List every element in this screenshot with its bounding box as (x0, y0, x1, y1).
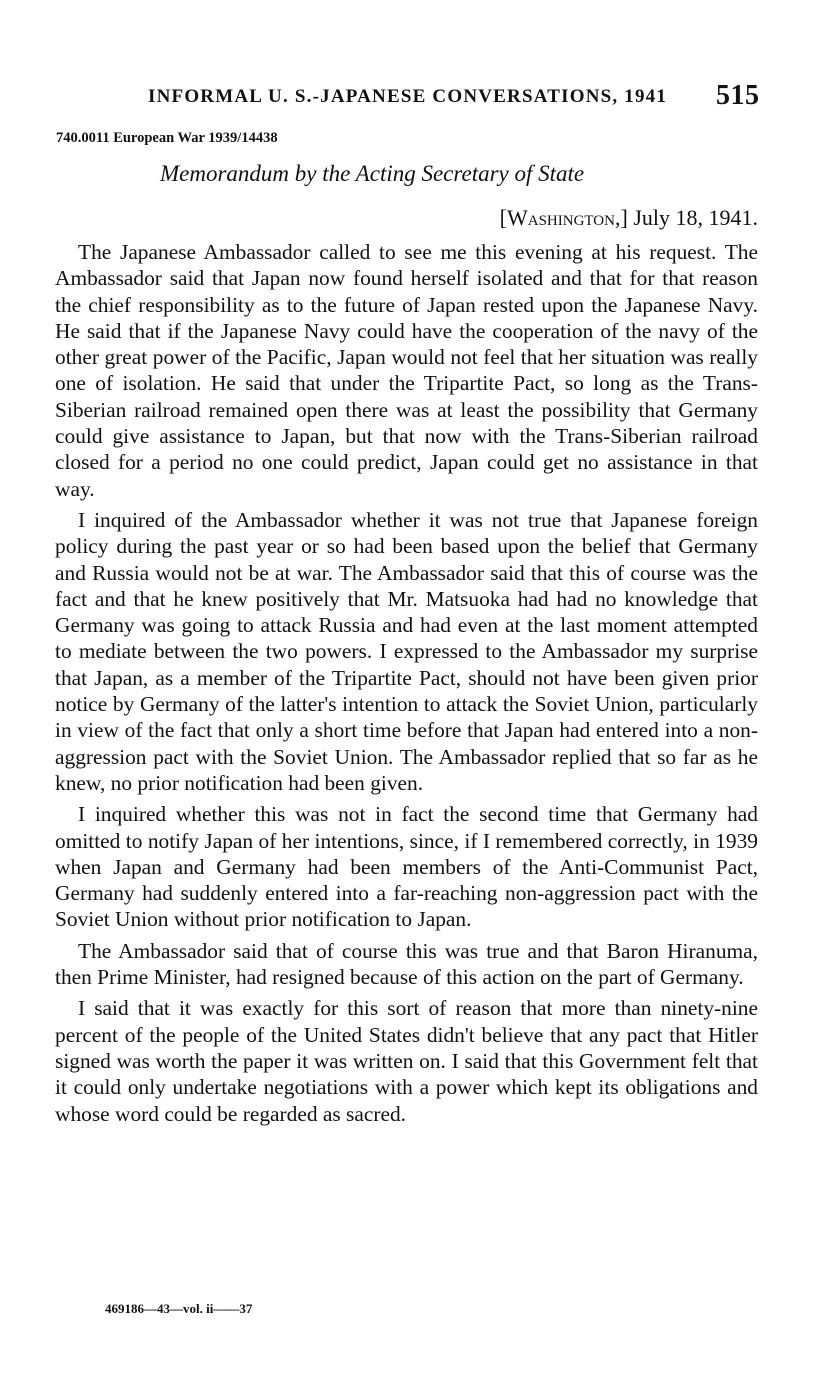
dateline-place: [Washington,] (499, 205, 628, 230)
running-header-title: INFORMAL U. S.-JAPANESE CONVERSATIONS, 1941 (148, 86, 668, 107)
paragraph: The Ambassador said that of course this was true and that Baron Hiranuma, then Prime Minister, had resigned because of this action on the part of Germany. (55, 938, 758, 990)
paragraph: I inquired whether this was not in fact the second time that Germany had omitted to notify Japan of her intentions, since, if I remembered correctly, in 1939 when Japan and Germany had been members of the Anti-Communist Pact, Germany had suddenly entered into a far-reaching non-aggression pact with the Soviet Union without prior notification to Japan. (55, 802, 758, 932)
file-reference: 740.0011 European War 1939/14438 (56, 130, 278, 146)
dateline (500, 205, 758, 231)
page-number: 515 (716, 80, 760, 111)
memorandum-body (55, 239, 758, 1132)
paragraph: I inquired of the Ambassador whether it was not true that Japanese foreign policy during the past year or so had been based upon the belief that Germany and Russia would not be at war. The Ambassador said that this of course was the fact and that he knew positively that Mr. Matsuoka had had no knowledge that Germany was going to attack Russia and had even at the last moment attempted to mediate between the two powers. I expressed to the Ambassador my surprise that Japan, as a member of the Tripartite Pact, should not have been given prior notice by Germany of the latter's intention to attack the Soviet Union, particularly in view of the fact that only a short time before that Japan had entered into a non-aggression pact with the Soviet Union. The Ambassador replied that so far as he knew, no prior notification had been given. (55, 507, 758, 795)
dateline-date: July 18, 1941. (633, 205, 758, 230)
memorandum-title: Memorandum by the Acting Secretary of State (160, 161, 585, 186)
paragraph: The Japanese Ambassador called to see me this evening at his request. The Ambassador said that Japan now found herself isolated and that for that reason the chief responsibility as to the future of Japan rested upon the Japanese Navy. He said that if the Japanese Navy could have the cooperation of the navy of the other great power of the Pacific, Japan would not feel that her situation was really one of isolation. He said that under the Tripartite Pact, so long as the Trans-Siberian railroad remained open there was at least the possibility that Germany could give assistance to Japan, but that now with the Trans-Siberian railroad closed for a period no one could predict, Japan could get no assistance in that way. (55, 240, 758, 501)
paragraph: I said that it was exactly for this sort of reason that more than ninety-nine percent of the people of the United States didn't believe that any pact that Hitler signed was worth the paper it was written on. I said that this Government felt that it could only undertake negotiations with a power which kept its obligations and whose word could be regarded as sacred. (55, 996, 758, 1126)
print-footer: 469186—43—vol. ii——37 (105, 1301, 253, 1316)
